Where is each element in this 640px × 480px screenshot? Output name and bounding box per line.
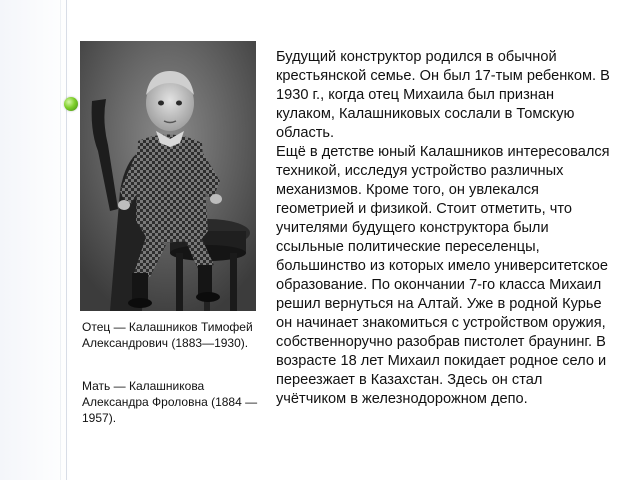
decor-line: [66, 0, 67, 480]
biography-paragraph-2: Ещё в детстве юный Калашников интересовался техникой, исследуя устройство различных механизмов. Кроме того, он увлекался геометрией и физикой. Стоит отметить, что учителями будущего конструктора были ссыльные политические переселенцы, большинство из которых имело университетское образование. По окончании 7-го класса Михаил решил вернуться на Алтай. Уже в родной Курье он начинает знакомиться с устройством оружия, собственноручно разобрав пистолет браунинг. В возрасте 18 лет Михаил покидает родное село и переезжает в Казахстан. Здесь он стал учётчиком в железнодорожном депо.: [276, 144, 610, 407]
decor-line: [60, 0, 61, 480]
mother-caption: Мать — Калашникова Александра Фроловна (1884 —1957).: [82, 379, 258, 425]
father-caption: Отец — Калашников Тимофей Александрович (1883—1930).: [82, 320, 253, 350]
left-decor-band: [0, 0, 72, 480]
biography-text: [276, 48, 616, 409]
childhood-photo: [80, 41, 256, 311]
green-bullet-icon: [64, 97, 78, 111]
biography-paragraph-1: Будущий конструктор родился в обычной крестьянской семье. Он был 17-тым ребенком. В 1930 г., когда отец Михаила был признан кулаком, Калашниковых сослали в Томскую область.: [276, 49, 610, 141]
